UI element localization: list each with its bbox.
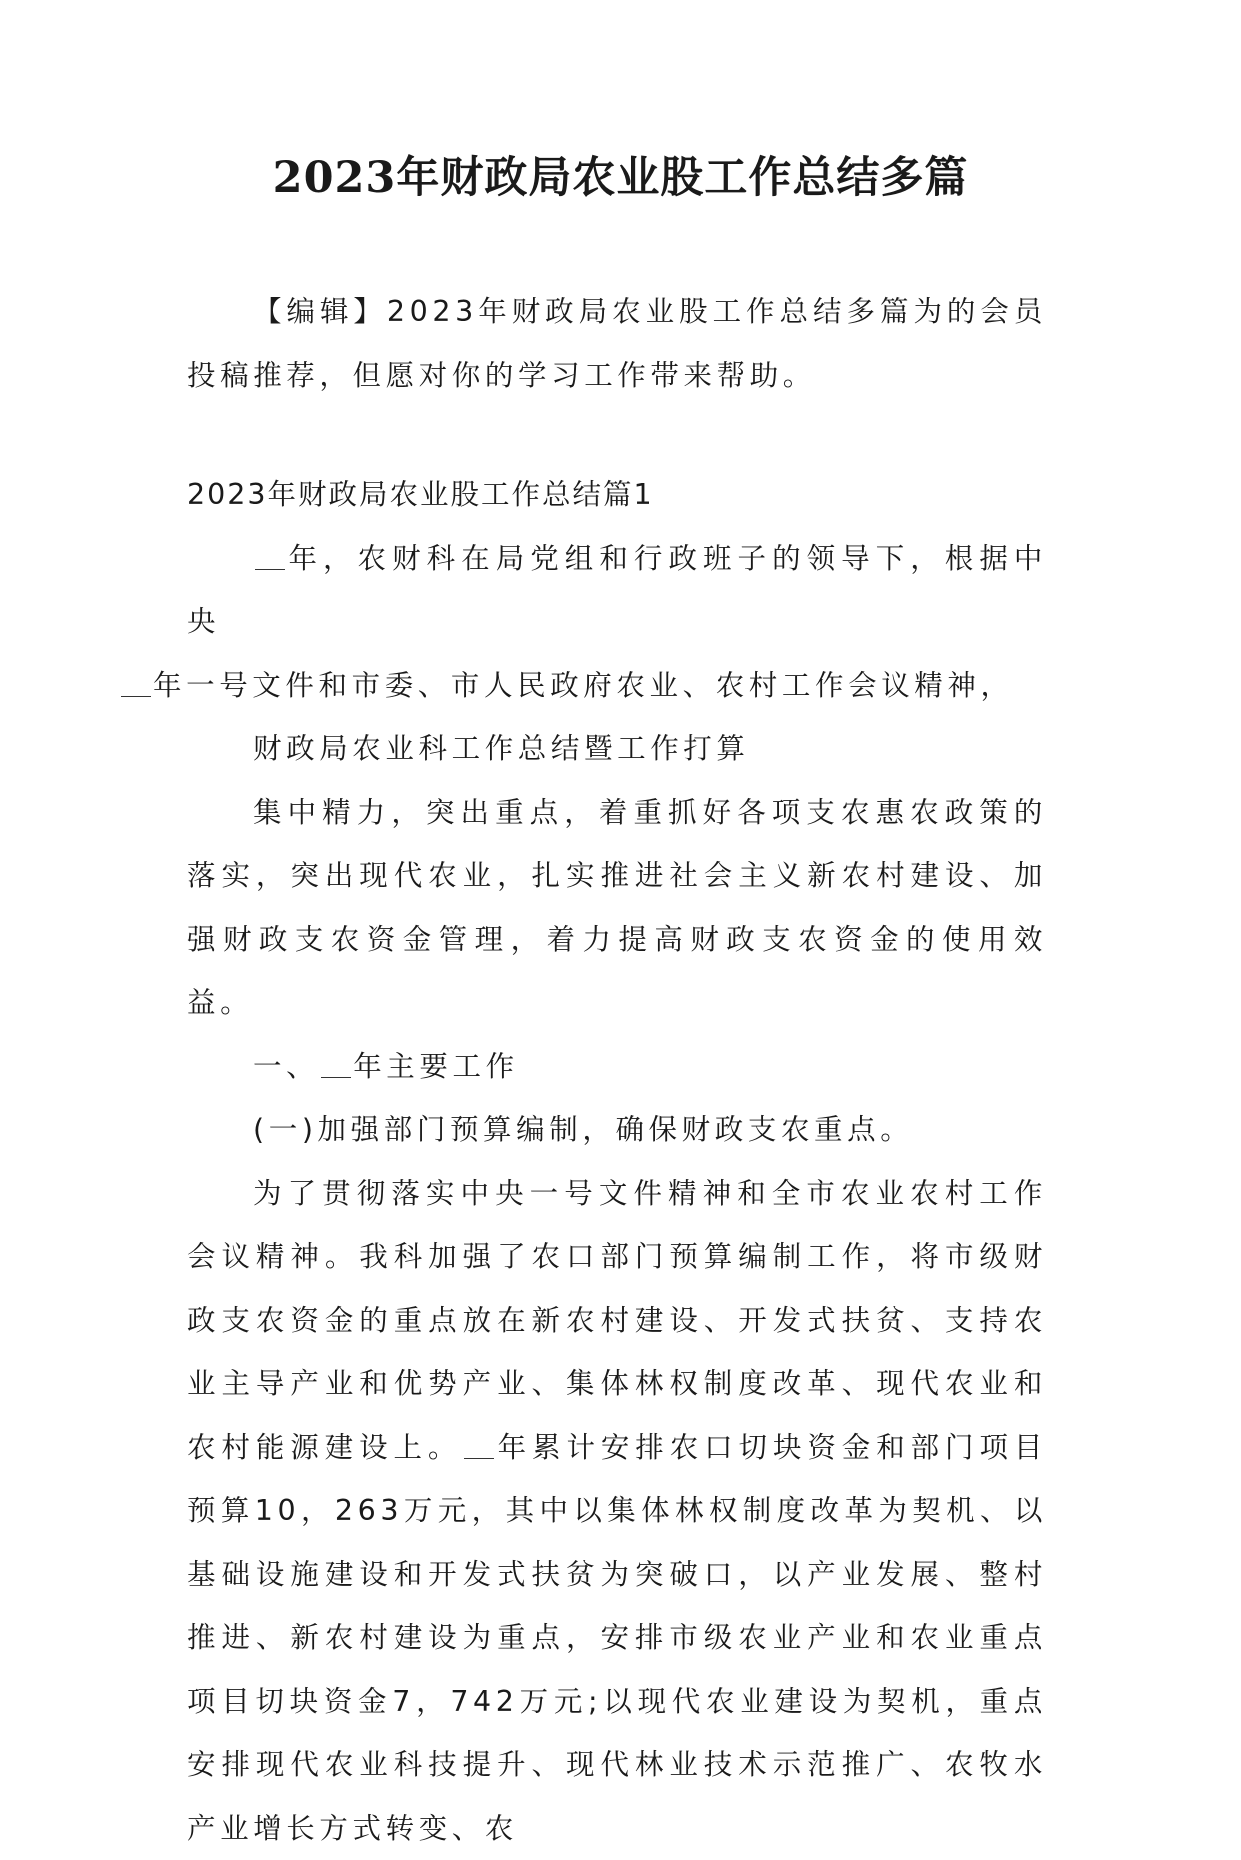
paragraph-2: 财政局农业科工作总结暨工作打算	[187, 717, 1047, 781]
paragraph-3: 集中精力，突出重点，着重抓好各项支农惠农政策的落实，突出现代农业，扎实推进社会主义新农村建设、加强财政支农资金管理，着力提高财政支农资金的使用效益。	[187, 781, 1047, 1035]
paragraph-4-text-a: 一、	[253, 1050, 319, 1083]
blank-line	[121, 674, 151, 697]
document-title: 2023年财政局农业股工作总结多篇	[0, 148, 1241, 208]
section-title: 2023年财政局农业股工作总结篇1	[187, 463, 1047, 527]
paragraph-6-text-a: 为了贯彻落实中央一号文件精神和全市农业农村工作会议精神。我科加强了农口部门预算编制工作，将市级财政支农资金的重点放在新农村建设、开发式扶贫、支持农业主导产业和优势产业、集体林权制度改革、现代农业和农村能源建设上。	[187, 1177, 1047, 1464]
blank-line	[464, 1436, 494, 1459]
paragraph-6	[187, 1162, 1047, 1860]
paragraph-4	[187, 1035, 1047, 1099]
paragraph-1-text-a: 年，农财科在局党组和行政班子的领导下，根据中央	[187, 542, 1047, 639]
document-body	[187, 280, 1047, 1860]
blank-line	[255, 547, 285, 570]
paragraph-6-text-b: 年累计安排农口切块资金和部门项目预算10，263万元，其中以集体林权制度改革为契机、以基础设施建设和开发式扶贫为突破口，以产业发展、整村推进、新农村建设为重点，安排市级农业产业和农业重点项目切块资金7，742万元;以现代农业建设为契机，重点安排现代农业科技提升、现代林业技术示范推广、农牧水产业增长方式转变、农	[187, 1431, 1047, 1845]
paragraph-1-text-b: 年一号文件和市委、市人民政府农业、农村工作会议精神，	[153, 669, 1014, 702]
paragraph-5: (一)加强部门预算编制，确保财政支农重点。	[187, 1098, 1047, 1162]
blank-line	[321, 1055, 351, 1078]
editor-note-paragraph: 【编辑】2023年财政局农业股工作总结多篇为的会员投稿推荐，但愿对你的学习工作带来帮助。	[187, 280, 1047, 407]
paragraph-4-text-b: 年主要工作	[353, 1050, 519, 1083]
paragraph-1	[187, 527, 1047, 718]
